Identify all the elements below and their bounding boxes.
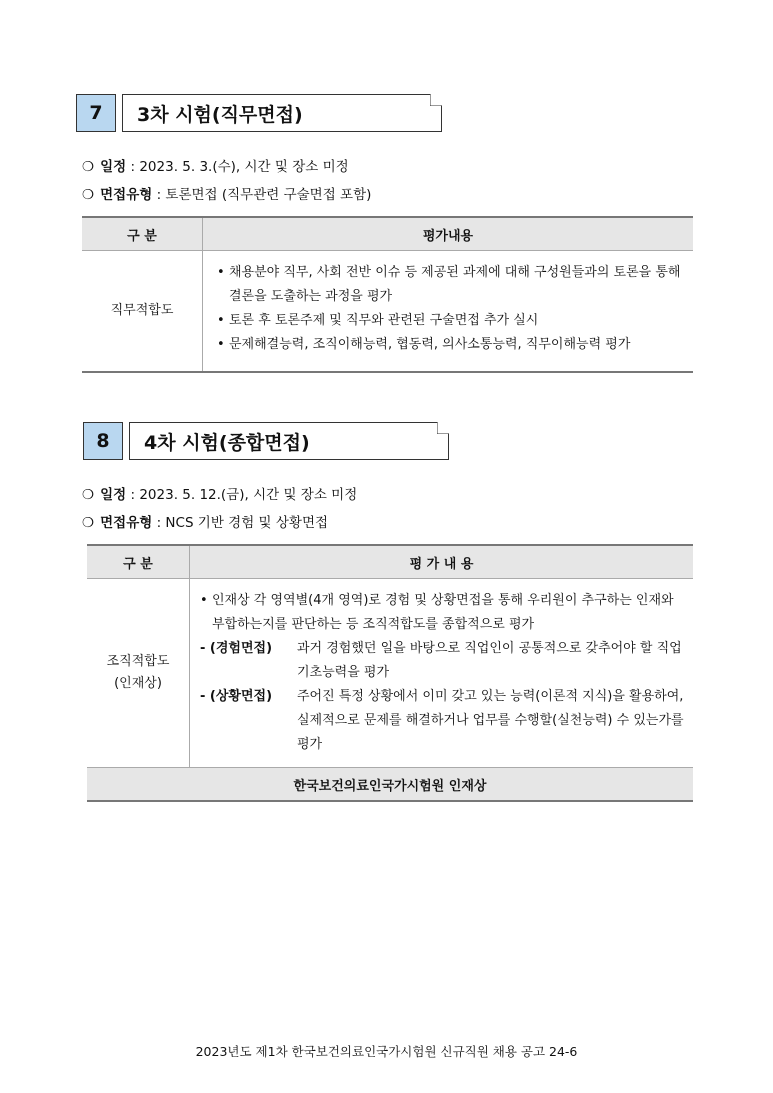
circle-bullet-icon: ❍: [82, 187, 95, 203]
sub-item-label: - (경험면접): [200, 641, 273, 656]
folded-corner-icon: [430, 94, 442, 106]
dot-bullet-icon: •: [217, 313, 225, 328]
section-7-header: [76, 94, 442, 134]
interview-type-line: [82, 514, 328, 532]
section-title-text: 4차 시험(종합면접): [144, 431, 310, 454]
section-8-header: [83, 422, 449, 462]
section-title-text: 3차 시험(직무면접): [137, 103, 303, 126]
section-number: 8: [83, 422, 123, 460]
item-text: 인재상 각 영역별(4개 영역)로 경험 및 상황면접을 통해 우리원이 추구하는 인재와 부합하는지를 판단하는 등 조직적합도를 종합적으로 평가: [212, 593, 674, 632]
section-title: [122, 94, 442, 132]
category-cell: 직무적합도: [82, 251, 203, 373]
evaluation-table-8: [87, 544, 693, 802]
dot-bullet-icon: •: [200, 593, 208, 608]
schedule-value: : 2023. 5. 3.(수), 시간 및 장소 미정: [130, 159, 349, 175]
sub-item-experience: [200, 637, 687, 685]
list-item: [217, 333, 685, 357]
header-category: 구 분: [82, 217, 203, 251]
list-item: [217, 261, 685, 309]
category-cell: [87, 579, 190, 768]
category-line: 조직적합도: [106, 654, 170, 669]
item-text: 채용분야 직무, 사회 전반 이슈 등 제공된 과제에 대해 구성원들과의 토론을 통해 결론을 도출하는 과정을 평가: [229, 265, 681, 304]
interview-type-value: : 토론면접 (직무관련 구술면접 포함): [156, 187, 372, 203]
sub-item-text: 주어진 특정 상황에서 이미 갖고 있는 능력(이론적 지식)을 활용하여, 실제적으로 문제를 해결하거나 업무를 수행할(실천능력) 수 있는가를 평가: [297, 689, 684, 752]
schedule-label: 일정: [100, 487, 127, 503]
section-number: 7: [76, 94, 116, 132]
schedule-line: [82, 486, 357, 504]
sub-item-label: - (상황면접): [200, 689, 273, 704]
interview-type-label: 면접유형: [100, 515, 153, 531]
header-content: 평가내용: [203, 217, 694, 251]
sub-item-text: 과거 경험했던 일을 바탕으로 직업인이 공통적으로 갖추어야 할 직업기초능력을 평가: [297, 641, 682, 680]
item-text: 문제해결능력, 조직이해능력, 협동력, 의사소통능력, 직무이해능력 평가: [229, 337, 631, 352]
content-cell: [203, 251, 694, 373]
circle-bullet-icon: ❍: [82, 487, 95, 503]
interview-type-value: : NCS 기반 경험 및 상황면접: [156, 515, 329, 531]
folded-corner-icon: [437, 422, 449, 434]
list-item: [217, 309, 685, 333]
content-cell: [190, 579, 694, 768]
table-footer: 한국보건의료인국가시험원 인재상: [87, 768, 693, 802]
interview-type-line: [82, 186, 371, 204]
schedule-label: 일정: [100, 159, 127, 175]
evaluation-table-7: [82, 216, 693, 373]
schedule-value: : 2023. 5. 12.(금), 시간 및 장소 미정: [130, 487, 358, 503]
dot-bullet-icon: •: [217, 265, 225, 280]
header-category: 구 분: [87, 545, 190, 579]
sub-item-situation: [200, 685, 687, 757]
page-footer: 2023년도 제1차 한국보건의료인국가시험원 신규직원 채용 공고 24-6: [195, 1044, 578, 1059]
circle-bullet-icon: ❍: [82, 515, 95, 531]
interview-type-label: 면접유형: [100, 187, 153, 203]
schedule-line: [82, 158, 349, 176]
item-text: 토론 후 토론주제 및 직무와 관련된 구술면접 추가 실시: [229, 313, 539, 328]
dot-bullet-icon: •: [217, 337, 225, 352]
list-item: [200, 589, 687, 637]
circle-bullet-icon: ❍: [82, 159, 95, 175]
header-content: 평 가 내 용: [190, 545, 694, 579]
category-line: (인재상): [114, 676, 162, 691]
section-title: [129, 422, 449, 460]
